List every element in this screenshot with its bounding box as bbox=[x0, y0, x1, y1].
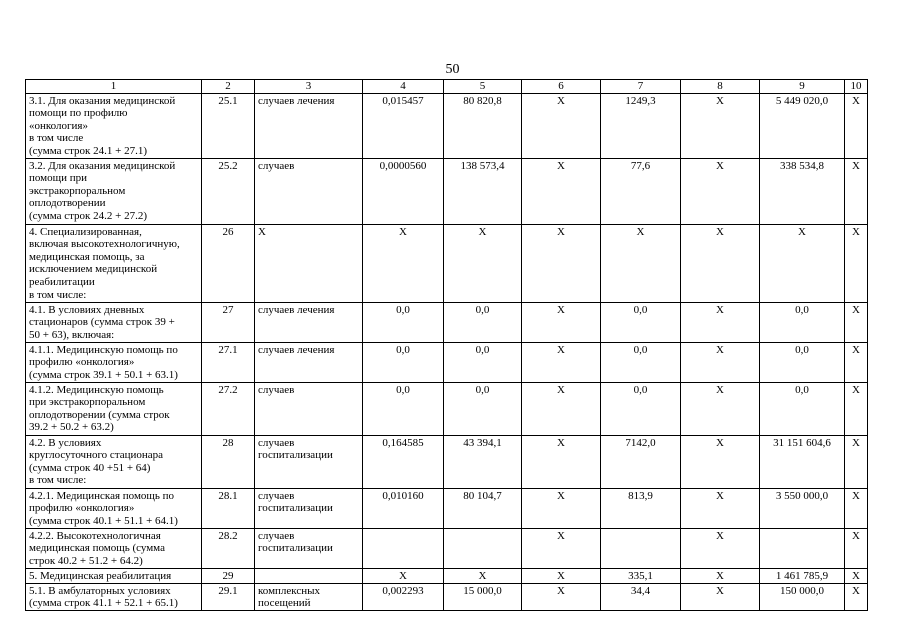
unit-cell: X bbox=[255, 224, 363, 302]
row-name: 4.1.1. Медицинскую помощь по профилю «онкология» (сумма строк 39.1 + 50.1 + 63.1) bbox=[26, 342, 202, 382]
value-cell: 80 820,8 bbox=[444, 93, 522, 158]
unit-cell: случаев госпитализации bbox=[255, 528, 363, 568]
unit-cell: случаев госпитализации bbox=[255, 435, 363, 488]
line-number: 29.1 bbox=[202, 583, 255, 610]
value-cell: X bbox=[522, 488, 601, 528]
value-cell: X bbox=[681, 382, 760, 435]
value-cell: X bbox=[681, 302, 760, 342]
col-header: 3 bbox=[255, 80, 363, 94]
col-header: 10 bbox=[845, 80, 868, 94]
value-cell: X bbox=[522, 224, 601, 302]
value-cell: X bbox=[845, 93, 868, 158]
row-name: 4.1. В условиях дневных стационаров (сумма строк 39 + 50 + 63), включая: bbox=[26, 302, 202, 342]
col-header: 9 bbox=[760, 80, 845, 94]
line-number: 27 bbox=[202, 302, 255, 342]
row-name: 4. Специализированная, включая высокотехнологичную, медицинская помощь, за исключением медицинской реабилитации в том числе: bbox=[26, 224, 202, 302]
value-cell: X bbox=[681, 435, 760, 488]
value-cell: 3 550 000,0 bbox=[760, 488, 845, 528]
value-cell: X bbox=[681, 158, 760, 224]
value-cell: X bbox=[845, 583, 868, 610]
row-name: 3.2. Для оказания медицинской помощи при экстракорпоральном оплодотворении (сумма строк 24.2 + 27.2) bbox=[26, 158, 202, 224]
table-row bbox=[26, 568, 868, 583]
table-row bbox=[26, 382, 868, 435]
value-cell: X bbox=[522, 435, 601, 488]
row-name: 5.1. В амбулаторных условиях (сумма строк 41.1 + 52.1 + 65.1) bbox=[26, 583, 202, 610]
header-row bbox=[26, 80, 868, 94]
value-cell: X bbox=[522, 568, 601, 583]
line-number: 28.1 bbox=[202, 488, 255, 528]
value-cell: 0,0 bbox=[601, 382, 681, 435]
value-cell: 34,4 bbox=[601, 583, 681, 610]
value-cell: 0,0 bbox=[760, 342, 845, 382]
value-cell: X bbox=[601, 224, 681, 302]
value-cell: 138 573,4 bbox=[444, 158, 522, 224]
value-cell: 31 151 604,6 bbox=[760, 435, 845, 488]
value-cell: X bbox=[444, 568, 522, 583]
value-cell: X bbox=[681, 488, 760, 528]
line-number: 27.1 bbox=[202, 342, 255, 382]
value-cell: 0,002293 bbox=[363, 583, 444, 610]
value-cell: 0,0 bbox=[444, 382, 522, 435]
col-header: 1 bbox=[26, 80, 202, 94]
table-row bbox=[26, 488, 868, 528]
line-number: 25.2 bbox=[202, 158, 255, 224]
value-cell: 0,0 bbox=[363, 302, 444, 342]
table-row bbox=[26, 583, 868, 610]
row-name: 3.1. Для оказания медицинской помощи по профилю «онкология» в том числе (сумма строк 24.1 + 27.1) bbox=[26, 93, 202, 158]
value-cell: 43 394,1 bbox=[444, 435, 522, 488]
value-cell: X bbox=[681, 568, 760, 583]
value-cell: 0,164585 bbox=[363, 435, 444, 488]
value-cell: X bbox=[845, 528, 868, 568]
table-row bbox=[26, 93, 868, 158]
value-cell: 1 461 785,9 bbox=[760, 568, 845, 583]
value-cell: 15 000,0 bbox=[444, 583, 522, 610]
row-name: 4.2. В условиях круглосуточного стационара (сумма строк 40 +51 + 64) в том числе: bbox=[26, 435, 202, 488]
value-cell: X bbox=[681, 224, 760, 302]
table-row bbox=[26, 528, 868, 568]
value-cell: 0,010160 bbox=[363, 488, 444, 528]
value-cell: 0,0 bbox=[601, 342, 681, 382]
col-header: 5 bbox=[444, 80, 522, 94]
col-header: 6 bbox=[522, 80, 601, 94]
value-cell: X bbox=[681, 528, 760, 568]
value-cell: 1249,3 bbox=[601, 93, 681, 158]
col-header: 7 bbox=[601, 80, 681, 94]
value-cell: 0,0000560 bbox=[363, 158, 444, 224]
value-cell: X bbox=[845, 342, 868, 382]
value-cell: X bbox=[522, 302, 601, 342]
row-name: 5. Медицинская реабилитация bbox=[26, 568, 202, 583]
col-header: 4 bbox=[363, 80, 444, 94]
col-header: 8 bbox=[681, 80, 760, 94]
value-cell: 77,6 bbox=[601, 158, 681, 224]
value-cell: 7142,0 bbox=[601, 435, 681, 488]
value-cell: 0,0 bbox=[760, 382, 845, 435]
value-cell: X bbox=[522, 382, 601, 435]
page-number: 50 bbox=[445, 62, 460, 77]
data-table bbox=[25, 79, 868, 611]
value-cell: 335,1 bbox=[601, 568, 681, 583]
value-cell: X bbox=[681, 342, 760, 382]
value-cell: 0,0 bbox=[444, 342, 522, 382]
unit-cell: случаев лечения bbox=[255, 93, 363, 158]
unit-cell: случаев лечения bbox=[255, 302, 363, 342]
unit-cell: комплексных посещений bbox=[255, 583, 363, 610]
unit-cell: случаев лечения bbox=[255, 342, 363, 382]
value-cell: X bbox=[444, 224, 522, 302]
line-number: 28.2 bbox=[202, 528, 255, 568]
row-name: 4.2.2. Высокотехнологичная медицинская помощь (сумма строк 40.2 + 51.2 + 64.2) bbox=[26, 528, 202, 568]
table-row bbox=[26, 158, 868, 224]
table-row bbox=[26, 224, 868, 302]
line-number: 29 bbox=[202, 568, 255, 583]
value-cell bbox=[444, 528, 522, 568]
value-cell: 0,0 bbox=[601, 302, 681, 342]
unit-cell: случаев bbox=[255, 158, 363, 224]
table-row bbox=[26, 342, 868, 382]
value-cell: X bbox=[845, 568, 868, 583]
value-cell: 0,0 bbox=[760, 302, 845, 342]
table-row bbox=[26, 302, 868, 342]
value-cell: 0,0 bbox=[363, 382, 444, 435]
row-name: 4.2.1. Медицинская помощь по профилю «онкология» (сумма строк 40.1 + 51.1 + 64.1) bbox=[26, 488, 202, 528]
value-cell: X bbox=[845, 302, 868, 342]
unit-cell: случаев bbox=[255, 382, 363, 435]
value-cell bbox=[363, 528, 444, 568]
value-cell: X bbox=[363, 568, 444, 583]
table-row bbox=[26, 435, 868, 488]
value-cell: 813,9 bbox=[601, 488, 681, 528]
value-cell: 80 104,7 bbox=[444, 488, 522, 528]
value-cell: X bbox=[522, 342, 601, 382]
value-cell: X bbox=[845, 158, 868, 224]
line-number: 25.1 bbox=[202, 93, 255, 158]
value-cell: X bbox=[845, 435, 868, 488]
value-cell: X bbox=[522, 93, 601, 158]
value-cell: 0,015457 bbox=[363, 93, 444, 158]
value-cell: 0,0 bbox=[444, 302, 522, 342]
value-cell: X bbox=[681, 93, 760, 158]
value-cell: X bbox=[363, 224, 444, 302]
line-number: 27.2 bbox=[202, 382, 255, 435]
unit-cell bbox=[255, 568, 363, 583]
value-cell bbox=[760, 528, 845, 568]
unit-cell: случаев госпитализации bbox=[255, 488, 363, 528]
value-cell: X bbox=[681, 583, 760, 610]
value-cell: 338 534,8 bbox=[760, 158, 845, 224]
col-header: 2 bbox=[202, 80, 255, 94]
value-cell: 150 000,0 bbox=[760, 583, 845, 610]
value-cell bbox=[601, 528, 681, 568]
value-cell: X bbox=[760, 224, 845, 302]
value-cell: X bbox=[522, 158, 601, 224]
value-cell: 0,0 bbox=[363, 342, 444, 382]
row-name: 4.1.2. Медицинскую помощь при экстракорпоральном оплодотворении (сумма строк 39.2 + 50.2 + 63.2) bbox=[26, 382, 202, 435]
value-cell: X bbox=[522, 528, 601, 568]
value-cell: X bbox=[845, 382, 868, 435]
line-number: 26 bbox=[202, 224, 255, 302]
value-cell: X bbox=[845, 488, 868, 528]
value-cell: X bbox=[522, 583, 601, 610]
value-cell: 5 449 020,0 bbox=[760, 93, 845, 158]
line-number: 28 bbox=[202, 435, 255, 488]
value-cell: X bbox=[845, 224, 868, 302]
